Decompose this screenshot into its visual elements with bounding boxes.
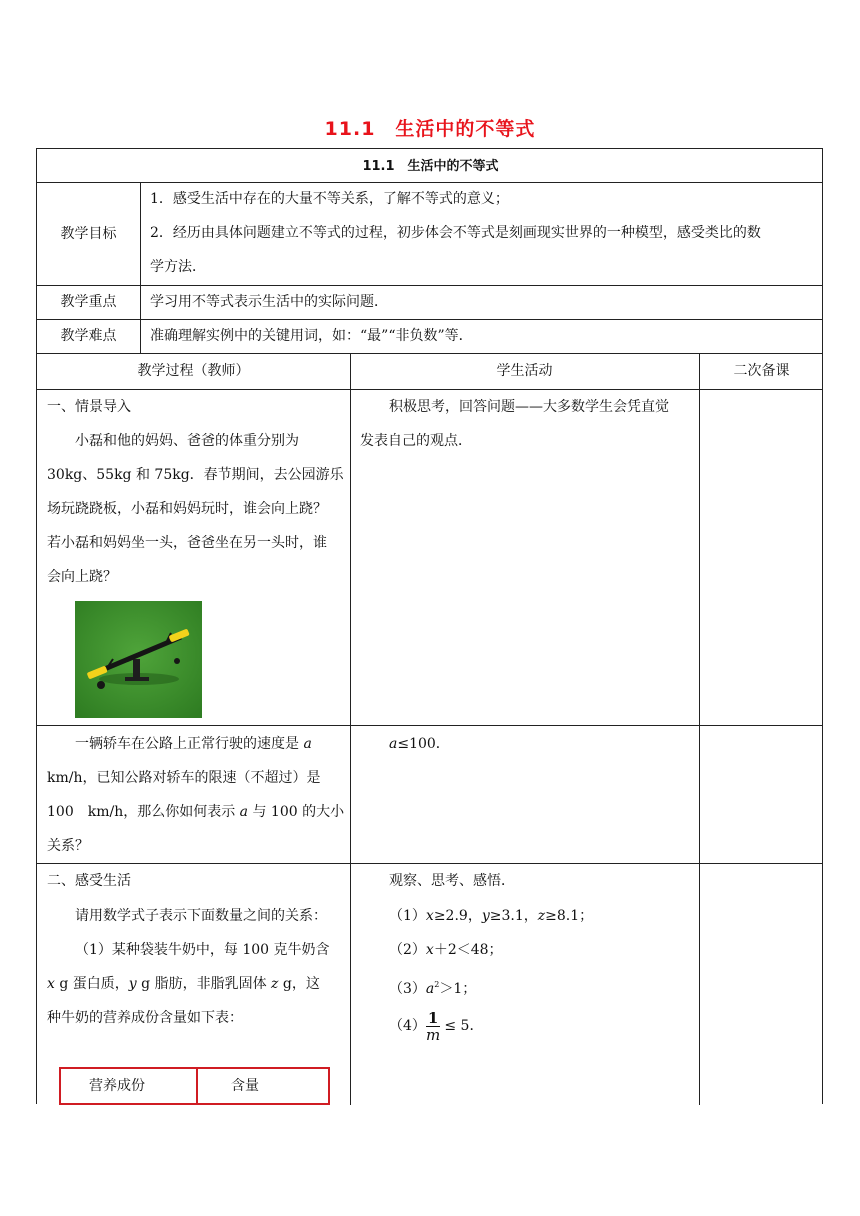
answer-number: （3） [389,981,426,997]
nutrition-col-component: 营养成份 [89,1078,145,1094]
difficult-text: 准确理解实例中的关键用词，如：“最”“非负数”等． [150,328,473,344]
variable-z: z [271,976,279,992]
section1-line: 若小磊和妈妈坐一头，爸爸坐在另一头时，谁 [47,535,327,551]
answer-number: （2） [389,942,426,958]
goal-line-2: 2．经历由具体问题建立不等式的过程，初步体会不等式是刻画现实世界的一种模型，感受类比的数 [150,225,761,241]
student-answer-3 [389,969,476,1005]
student-answer-4 [389,1006,483,1046]
text-part: g 蛋白质， [54,976,129,992]
goal-line-3: 学方法． [150,259,206,275]
key-text: 学习用不等式表示生活中的实际问题． [150,294,388,310]
section1-line: 30kg、55kg 和 75kg．春节期间，去公园游乐 [47,467,344,483]
section2-line3-text: 100 km/h，那么你如何表示 [47,804,236,820]
section2-student-answer [389,729,450,760]
section2-line [75,729,312,760]
student-answer-1 [389,901,593,932]
row-divider [37,389,822,390]
variable-a: a [239,804,249,820]
section2-line3-tail: 与 100 的大小 [252,804,345,820]
key-label: 教学重点 [60,294,117,310]
nutrition-col-amount: 含量 [231,1078,259,1094]
col-teacher-header: 教学过程（教师） [137,363,250,379]
variable-a: a [389,736,398,752]
row-divider [37,863,822,864]
fraction [426,1010,440,1043]
student-answer-2 [389,935,503,966]
goals-label: 教学目标 [60,226,117,242]
text-part: ≥2.9， [433,908,482,924]
section1-student-line: 积极思考，回答问题——大多数学生会凭直觉 [389,399,669,415]
section1-line: 会向上跷？ [47,569,117,585]
col-prep-header: 二次备课 [733,363,790,379]
row-divider [37,319,822,320]
fraction-denominator: m [426,1025,441,1044]
text-part: ≤ 5． [444,1018,484,1034]
seesaw-photo [75,601,202,718]
variable-x: x [425,908,434,924]
section2-line: km/h，已知公路对轿车的限速（不超过）是 [47,770,321,786]
section2-line [47,797,344,828]
nutrition-table [59,1067,330,1105]
section3-line: 种牛奶的营养成份含量如下表： [47,1010,243,1026]
section3-line [47,969,320,1000]
row-divider [37,285,822,286]
text-part: g，这 [278,976,320,992]
text-part: ＞1； [439,981,477,997]
lesson-plan-table [36,148,823,1104]
section1-student-line: 发表自己的观点． [360,433,472,449]
variable-y: y [481,908,490,924]
variable-x: x [425,942,434,958]
section1-line: 场玩跷跷板，小磊和妈妈玩时，谁会向上跷？ [47,501,327,517]
variable-a: a [303,736,312,752]
section3-line: （1）某种袋装牛奶中，每 100 克牛奶含 [75,942,330,958]
column-divider [699,353,700,1105]
section3-line: 请用数学式子表示下面数量之间的关系： [75,908,327,924]
nutrition-table-divider [196,1069,198,1105]
variable-x: x [47,976,55,992]
text-part: ＋2＜48； [433,942,503,958]
answer-number: （1） [389,908,426,924]
section2-line: 关系？ [47,838,89,854]
variable-y: y [128,976,137,992]
table-header: 11.1 生活中的不等式 [362,159,499,174]
section1-heading: 一、情景导入 [47,399,131,415]
answer-number: （4） [389,1018,426,1034]
variable-z: z [537,908,546,924]
row-divider [37,353,822,354]
row-divider [37,725,822,726]
row-divider [37,182,822,183]
column-divider [350,353,351,1105]
column-divider [140,182,141,353]
goal-line-1: 1．感受生活中存在的大量不等关系，了解不等式的意义； [150,191,509,207]
section3-heading: 二、感受生活 [47,873,131,889]
fraction-numerator: 1 [427,1008,439,1027]
exponent: 2 [434,980,440,989]
text-part: g 脂肪，非脂乳固体 [136,976,272,992]
section2-line1-text: 一辆轿车在公路上正常行驶的速度是 [75,736,299,752]
section1-line: 小磊和他的妈妈、爸爸的体重分别为 [75,433,299,449]
section3-student-heading: 观察、思考、感悟． [389,873,515,889]
variable-a: a [425,981,435,997]
difficult-label: 教学难点 [60,328,117,344]
text-part: ≥8.1； [545,908,594,924]
text-part: ≥3.1， [489,908,538,924]
page-title: 11.1 生活中的不等式 [324,118,536,140]
col-student-header: 学生活动 [496,363,553,379]
section2-answer-text: ≤100． [397,736,450,752]
